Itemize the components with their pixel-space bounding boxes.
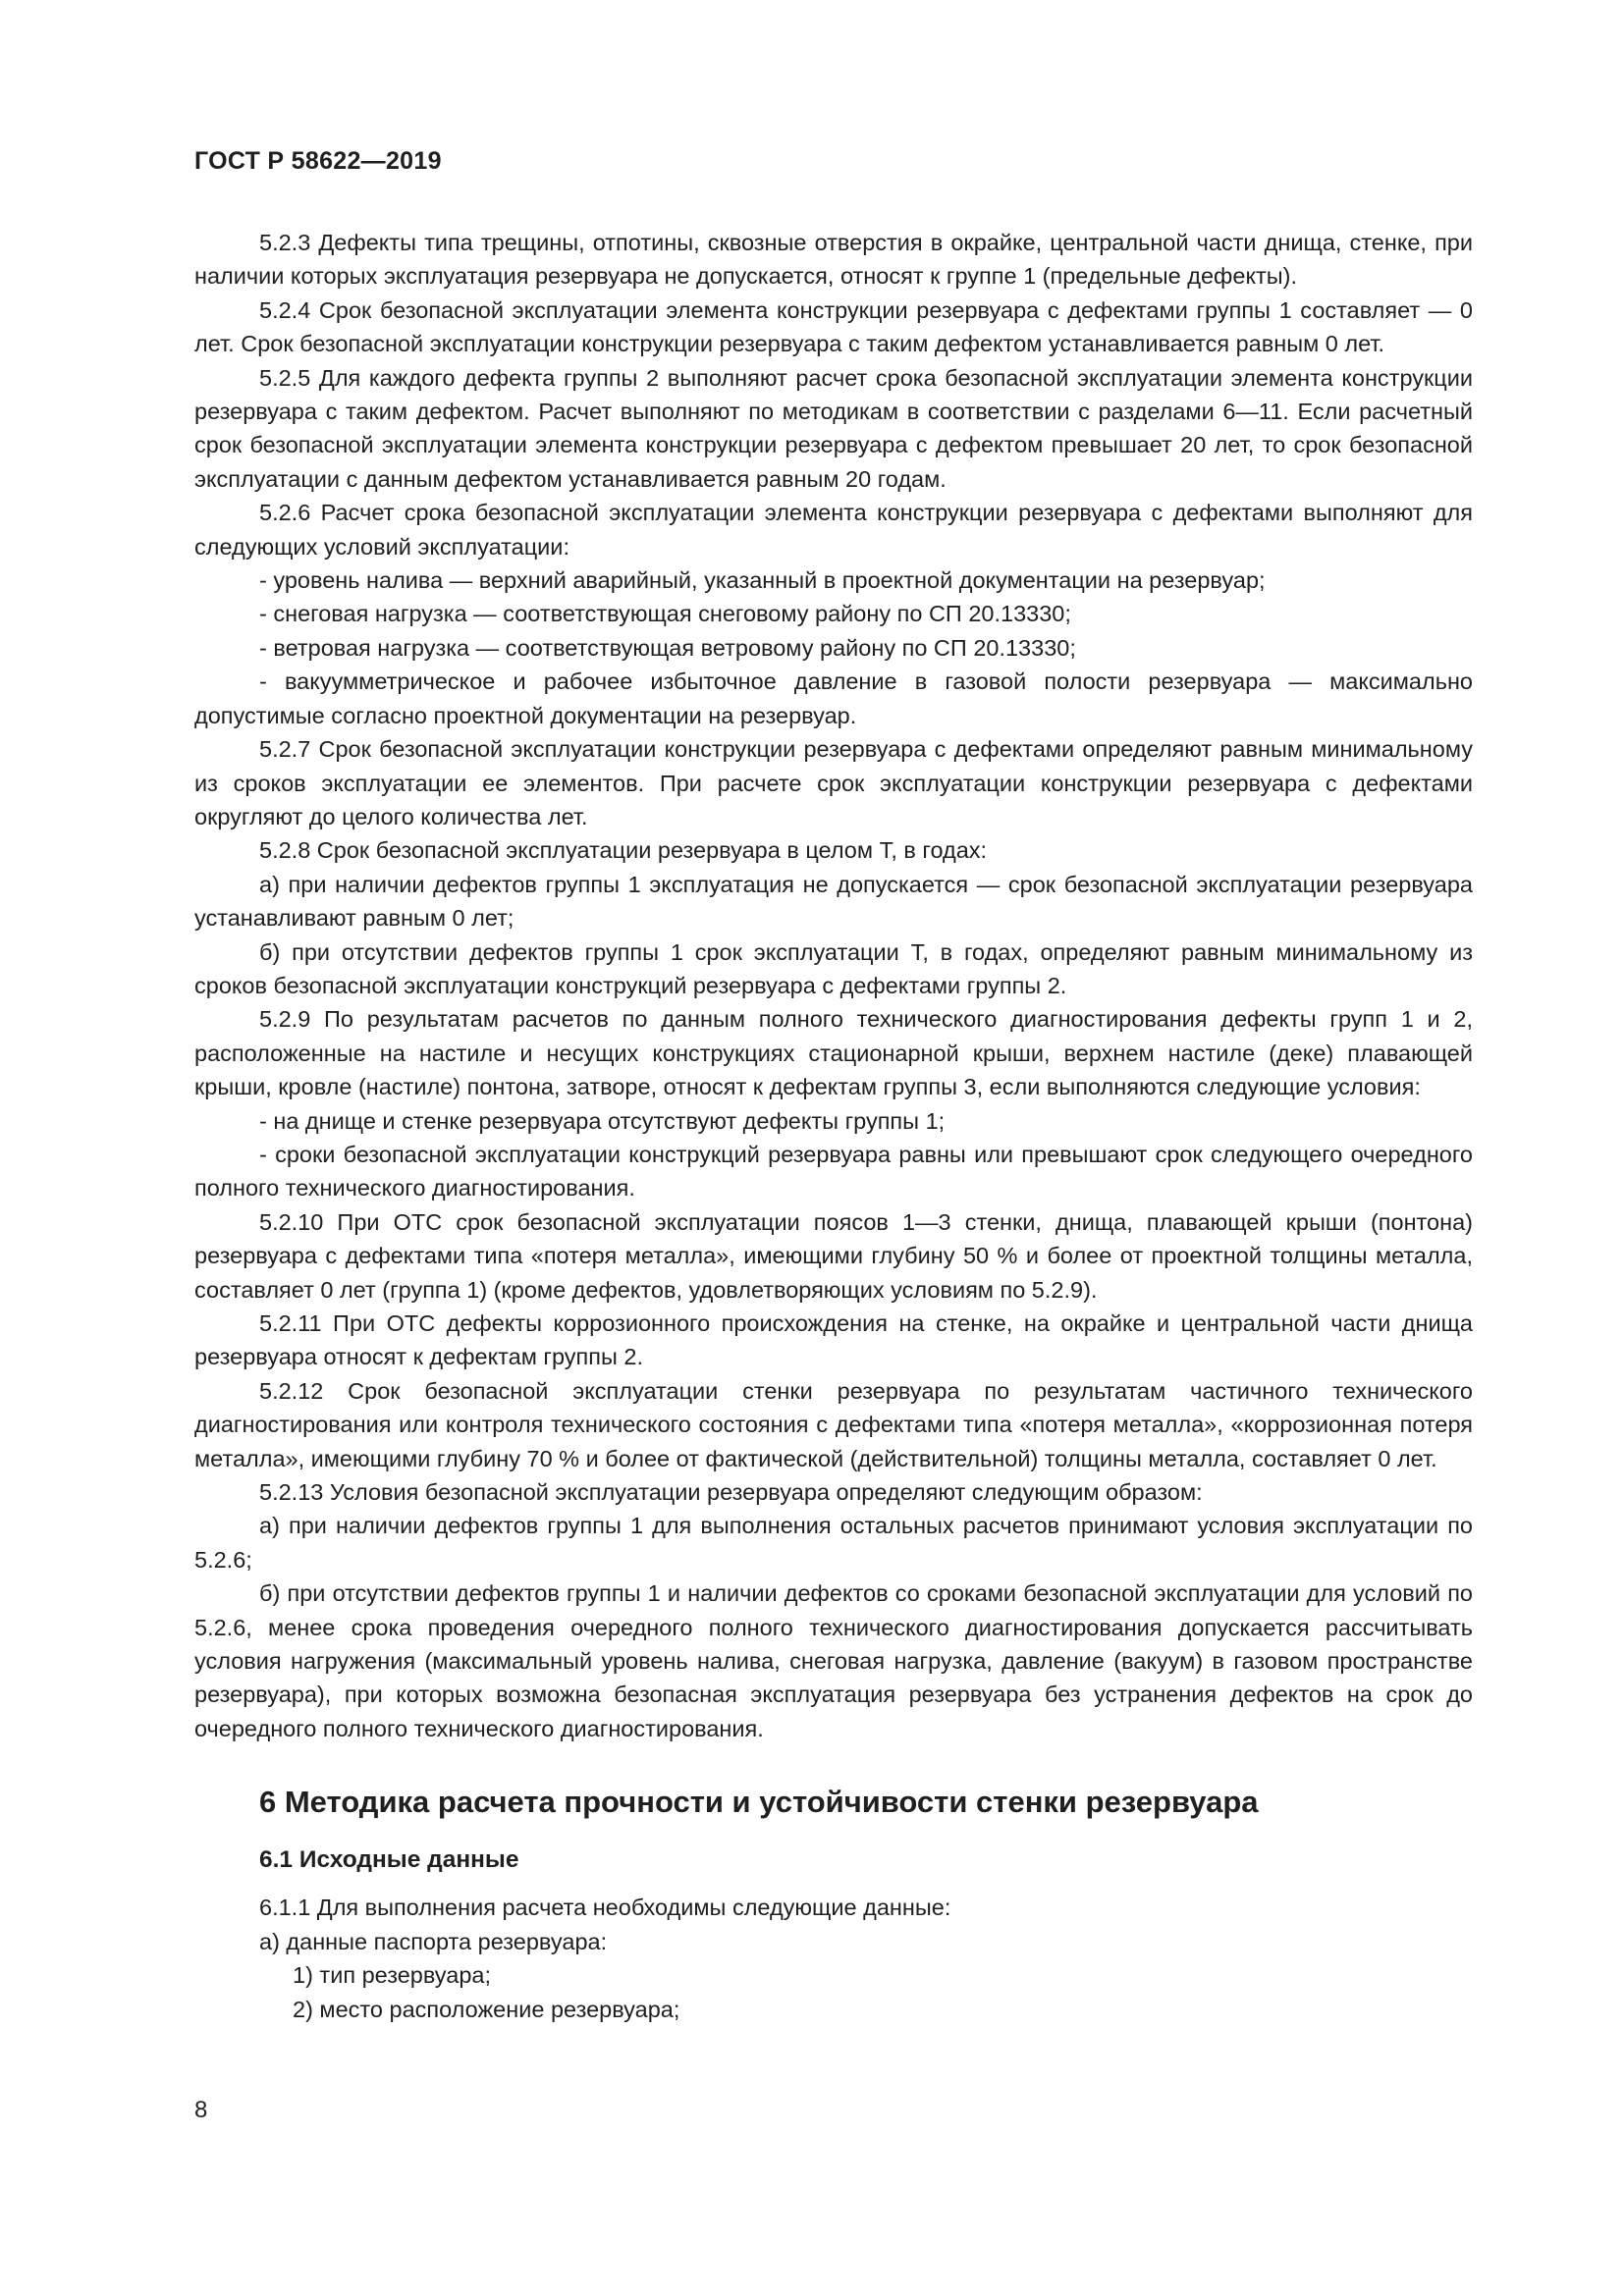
document-body [194,226,1473,2026]
paragraph-5-2-4: 5.2.4 Срок безопасной эксплуатации элемента конструкции резервуара с дефектами группы 1 составляет — 0 лет. Срок безопасной эксплуатации конструкции резервуара с таким дефектом устанавливается равным 0 лет. [194,296,1473,357]
paragraph-5-2-5: 5.2.5 Для каждого дефекта группы 2 выполняют расчет срока безопасной эксплуатации элемента конструкции резервуара с таким дефектом. Расчет выполняют по методикам в соответствии с разделами 6—11. Если расчетный срок безопасной эксплуатации элемента конструкции резервуара с дефектом превышает 20 лет, то срок безопасной эксплуатации с данным дефектом устанавливается равным 20 годам. [194,364,1473,492]
paragraph-6-1-1: 6.1.1 Для выполнения расчета необходимы следующие данные: [259,1895,951,1921]
list-item-5-2-9-1: - на днище и стенке резервуара отсутствуют дефекты группы 1; [259,1107,946,1134]
list-item-5-2-13-b: б) при отсутствии дефектов группы 1 и наличии дефектов со сроками безопасной эксплуатации для условий по 5.2.6, менее срока проведения очередного полного технического диагностирования допускается рассчитывать условия нагружения (максимальный уровень налива, снеговая нагрузка, давление (вакуум) в газовом пространстве резервуара), при которых возможна безопасная эксплуатация резервуара без устранения дефектов на срок до очередного полного технического диагностирования. [194,1580,1473,1741]
paragraph-5-2-11: 5.2.11 При ОТС дефекты коррозионного происхождения на стенке, на окрайке и центральной части днища резервуара относят к дефектам группы 2. [194,1310,1473,1370]
paragraph-5-2-6: 5.2.6 Расчет срока безопасной эксплуатации элемента конструкции резервуара с дефектами выполняют для следующих условий эксплуатации: [194,500,1473,560]
list-item-pressure: - вакуумметрическое и рабочее избыточное давление в газовой полости резервуара — максимально допустимые согласно проектной документации на резервуар. [194,668,1473,728]
list-item-tank-type: 1) тип резервуара; [293,1962,492,1989]
list-item-fill-level: - уровень налива — верхний аварийный, указанный в проектной документации на резервуар; [259,567,1266,594]
paragraph-5-2-12: 5.2.12 Срок безопасной эксплуатации стенки резервуара по результатам частичного технического диагностирования или контроля технического состояния с дефектами типа «потеря металла», «коррозионная потеря металла», имеющими глубину 70 % и более от фактической (действительной) толщины металла, составляет 0 лет. [194,1377,1473,1471]
page-number: 8 [194,2097,208,2123]
list-item-5-2-8-b: б) при отсутствии дефектов группы 1 срок эксплуатации T, в годах, определяют равным минимальному из сроков безопасной эксплуатации конструкций резервуара с дефектами группы 2. [194,938,1473,998]
list-item-6-1-1-a: а) данные паспорта резервуара: [259,1928,608,1954]
subsection-6-1-title: 6.1 Исходные данные [259,1846,519,1874]
document-header: ГОСТ Р 58622—2019 [194,147,442,175]
paragraph-5-2-10: 5.2.10 При ОТС срок безопасной эксплуатации поясов 1—3 стенки, днища, плавающей крыши (понтона) резервуара с дефектами типа «потеря металла», имеющими глубину 50 % и более от проектной толщины металла, составляет 0 лет (группа 1) (кроме дефектов, удовлетворяющих условиям по 5.2.9). [194,1208,1473,1303]
paragraph-5-2-9: 5.2.9 По результатам расчетов по данным полного технического диагностирования дефекты групп 1 и 2, расположенные на настиле и несущих конструкциях стационарной крыши, верхнем настиле (деке) плавающей крыши, кровле (настиле) понтона, затворе, относят к дефектам группы 3, если выполняются следующие условия: [194,1006,1473,1100]
paragraph-5-2-8: 5.2.8 Срок безопасной эксплуатации резервуара в целом T, в годах: [259,837,988,864]
list-item-tank-location: 2) место расположение резервуара; [293,1996,680,2022]
list-item-snow-load: - снеговая нагрузка — соответствующая снеговому району по СП 20.13330; [259,601,1071,627]
paragraph-5-2-7: 5.2.7 Срок безопасной эксплуатации конструкции резервуара с дефектами определяют равным минимальному из сроков эксплуатации ее элементов. При расчете срок эксплуатации конструкции резервуара с дефектами округляют до целого количества лет. [194,736,1473,829]
paragraph-5-2-3: 5.2.3 Дефекты типа трещины, отпотины, сквозные отверстия в окрайке, центральной части днища, стенке, при наличии которых эксплуатация резервуара не допускается, относят к группе 1 (предельные дефекты). [194,230,1473,290]
list-item-wind-load: - ветровая нагрузка — соответствующая ветровому району по СП 20.13330; [259,634,1076,661]
paragraph-5-2-13: 5.2.13 Условия безопасной эксплуатации резервуара определяют следующим образом: [259,1479,1203,1506]
section-6-title: 6 Методика расчета прочности и устойчивости стенки резервуара [259,1785,1259,1820]
list-item-5-2-8-a: а) при наличии дефектов группы 1 эксплуатация не допускается — срок безопасной эксплуатации резервуара устанавливают равным 0 лет; [194,871,1473,932]
list-item-5-2-9-2: - сроки безопасной эксплуатации конструкций резервуара равны или превышают срок следующего очередного полного технического диагностирования. [194,1141,1473,1201]
list-item-5-2-13-a: а) при наличии дефектов группы 1 для выполнения остальных расчетов принимают условия эксплуатации по 5.2.6; [194,1513,1473,1573]
